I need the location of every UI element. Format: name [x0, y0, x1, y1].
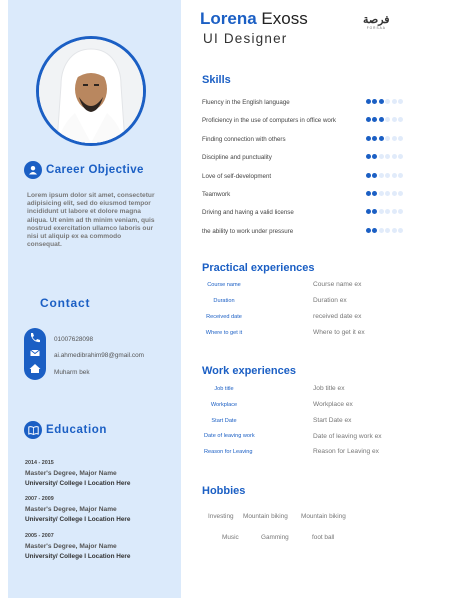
skill-level-dot: [398, 117, 403, 122]
practical-value: Where to get it ex: [313, 329, 365, 336]
skill-row: [202, 135, 402, 145]
skill-level-dots: [366, 228, 404, 233]
education-degree: Master's Degree, Major Name: [25, 506, 117, 513]
work-experiences-heading: Work experiences: [202, 365, 296, 377]
candidate-name: [200, 9, 308, 29]
contact-phone[interactable]: 01007628098: [54, 336, 94, 343]
skill-level-dot: [379, 117, 384, 122]
skill-level-dot: [372, 191, 377, 196]
career-objective-title: Career Objective: [46, 164, 144, 176]
contact-heading: Contact: [40, 296, 91, 310]
hobby-item: Gamming: [261, 534, 289, 541]
skill-row: [202, 172, 402, 182]
skill-level-dot: [372, 209, 377, 214]
skill-level-dot: [398, 99, 403, 104]
skill-level-dot: [398, 136, 403, 141]
skill-level-dot: [372, 99, 377, 104]
education-degree: Master's Degree, Major Name: [25, 470, 117, 477]
skill-level-dots: [366, 154, 404, 159]
education-university: University/ College I Location Here: [25, 516, 131, 523]
skill-level-dot: [366, 173, 371, 178]
skill-level-dot: [385, 99, 390, 104]
work-label: Job title: [214, 386, 234, 392]
user-icon: [24, 161, 42, 179]
contact-address: Muharm bek: [54, 369, 90, 376]
skill-level-dots: [366, 209, 404, 214]
skill-level-dot: [392, 191, 397, 196]
hobby-item: Mountain biking: [243, 513, 288, 520]
job-title: UI Designer: [203, 31, 288, 46]
education-years: 2007 - 2009: [25, 496, 54, 502]
work-label: Date of leaving work: [204, 433, 255, 439]
practical-label: Where to get it: [205, 330, 243, 336]
skill-label: Love of self-development: [202, 172, 272, 180]
skill-level-dot: [392, 99, 397, 104]
skills-heading: Skills: [202, 74, 231, 86]
skill-level-dot: [379, 173, 384, 178]
skill-label: Driving and having a valid license: [202, 209, 294, 217]
education-years: 2014 - 2015: [25, 460, 54, 466]
practical-value: Duration ex: [313, 297, 347, 304]
avatar: [39, 39, 143, 143]
practical-value: Course name ex: [313, 281, 362, 288]
education-university: University/ College I Location Here: [25, 480, 131, 487]
skill-row: [202, 116, 402, 126]
skill-level-dot: [366, 228, 371, 233]
skill-label: Discipline and punctuality: [202, 154, 272, 162]
practical-label: Received date: [206, 314, 242, 320]
practical-label: Duration: [213, 298, 235, 304]
education-item: [25, 496, 175, 523]
skill-label: Fluency in the English language: [202, 99, 290, 106]
skill-row: [202, 208, 402, 218]
skill-level-dot: [392, 228, 397, 233]
work-label: Start Date: [211, 418, 237, 424]
work-value: Job title ex: [313, 385, 345, 392]
skill-level-dot: [385, 209, 390, 214]
skill-row: [202, 153, 402, 163]
skill-level-dot: [379, 209, 384, 214]
skill-level-dots: [366, 117, 404, 122]
skill-level-dot: [379, 191, 384, 196]
skill-level-dot: [372, 228, 377, 233]
first-name: Lorena: [200, 9, 257, 28]
skill-level-dot: [385, 136, 390, 141]
hobby-item: foot ball: [312, 534, 335, 541]
skill-level-dot: [366, 154, 371, 159]
skill-level-dot: [366, 209, 371, 214]
mail-icon: [31, 350, 40, 356]
hobby-item: Music: [222, 534, 239, 541]
skill-level-dot: [366, 191, 371, 196]
education-heading: [24, 421, 107, 439]
skill-level-dot: [398, 191, 403, 196]
skill-row: [202, 227, 402, 237]
skill-level-dots: [366, 136, 404, 141]
work-label: Workplace: [210, 402, 238, 408]
skill-level-dots: [366, 191, 404, 196]
skill-level-dot: [398, 228, 403, 233]
skill-level-dot: [398, 173, 403, 178]
hobby-item: Investing: [208, 513, 234, 520]
work-value: Date of leaving work ex: [313, 433, 382, 440]
skill-label: the ability to work under pressure: [202, 227, 294, 235]
contact-icon-bar: [24, 328, 46, 380]
skill-level-dot: [366, 99, 371, 104]
education-university: University/ College I Location Here: [25, 553, 131, 560]
skill-level-dot: [379, 228, 384, 233]
practical-value: received date ex: [313, 313, 362, 320]
skill-level-dot: [372, 136, 377, 141]
practical-experiences-heading: Practical experiences: [202, 262, 315, 274]
work-value: Workplace ex: [313, 401, 353, 408]
skill-level-dot: [392, 173, 397, 178]
skill-level-dot: [372, 173, 377, 178]
skill-level-dot: [372, 117, 377, 122]
skill-level-dot: [385, 154, 390, 159]
skill-level-dot: [392, 117, 397, 122]
skill-level-dot: [392, 136, 397, 141]
skill-level-dot: [379, 99, 384, 104]
skill-label: Proficiency in the use of computers in office work: [202, 117, 337, 125]
brand-logo: [363, 13, 390, 30]
skill-level-dot: [385, 117, 390, 122]
home-icon: [30, 364, 41, 373]
skill-level-dot: [392, 154, 397, 159]
phone-icon: [31, 333, 40, 342]
skill-level-dot: [366, 136, 371, 141]
book-icon: [24, 421, 42, 439]
hobbies-heading: Hobbies: [202, 485, 246, 497]
education-item: [25, 460, 175, 487]
brand-arabic: فرصة: [363, 14, 390, 26]
skill-level-dot: [398, 209, 403, 214]
skill-row: [202, 98, 402, 108]
skill-level-dot: [385, 173, 390, 178]
last-name: Exoss: [261, 9, 308, 28]
work-value: Start Date ex: [313, 417, 352, 424]
skill-level-dot: [366, 117, 371, 122]
education-years: 2005 - 2007: [25, 533, 54, 539]
practical-label: Course name: [207, 282, 241, 288]
skill-level-dot: [398, 154, 403, 159]
skill-level-dot: [385, 228, 390, 233]
education-degree: Master's Degree, Major Name: [25, 543, 117, 550]
skill-level-dot: [379, 136, 384, 141]
skill-level-dots: [366, 99, 404, 104]
career-objective-text: Lorem ipsum dolor sit amet, consectetur adipisicing elit, sed do eiusmod tempor incididunt ut labore et dolore magna aliqua. Ut enim ad th minim veniam, quis nostrud exercitation ullamco laboris our nisi ut aliquip ex ea commodo consequat.: [27, 192, 155, 249]
work-value: Reason for Leaving ex: [313, 448, 379, 455]
education-title: Education: [46, 424, 107, 436]
skill-row: [202, 190, 402, 200]
brand-latin: FORSAA: [366, 26, 386, 30]
skill-label: Finding connection with others: [202, 135, 286, 143]
skill-label: Teamwork: [202, 191, 231, 198]
hobby-item: Mountain biking: [301, 513, 346, 520]
skill-level-dot: [372, 154, 377, 159]
skill-level-dots: [366, 173, 404, 178]
contact-email[interactable]: ai.ahmedibrahim98@gmail.com: [54, 352, 144, 359]
career-objective-heading: [24, 161, 144, 179]
skill-level-dot: [379, 154, 384, 159]
profile-photo: [36, 36, 146, 146]
skill-level-dot: [392, 209, 397, 214]
education-item: [25, 533, 175, 560]
skill-level-dot: [385, 191, 390, 196]
work-label: Reason for Leaving: [204, 449, 253, 455]
